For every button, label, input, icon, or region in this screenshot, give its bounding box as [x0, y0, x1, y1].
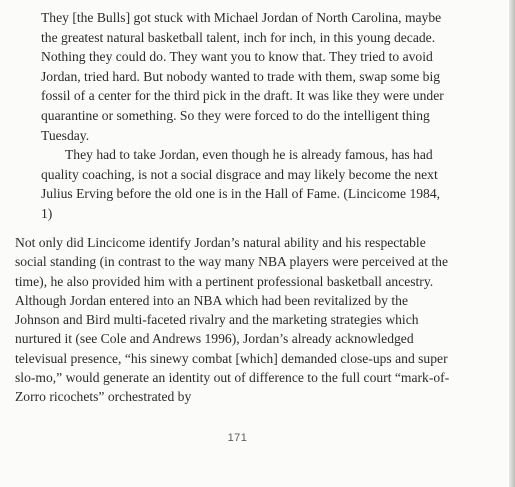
body-paragraph: Not only did Lincicome identify Jordan’s natural ability and his respectable social standing (in contrast to the way many NBA players were perceived at the time), he also provided him with a pertinent professional basketball ancestry. Although Jordan entered into an NBA which had been revitalized by the Johnson and Bird multi-faceted rivalry and the marketing strategies which nurtured it (see Cole and Andrews 1996), Jordan’s already acknowledged televisual presence, “his sinewy combat [which] demanded close-ups and super slo-mo,” would generate an identity out of difference to the full court “mark-of-Zorro ricochets” orchestrated by [15, 235, 450, 405]
block-quote [41, 8, 453, 224]
quote-paragraph: They [the Bulls] got stuck with Michael Jordan of North Carolina, maybe the greatest natural basketball talent, inch for inch, in this young decade. Nothing they could do. They want you to know that. They tried to avoid Jordan, tried hard. But nobody wanted to trade with them, swap some big fossil of a center for the third pick in the draft. It was like they were under quarantine or something. So they were forced to do the intelligent thing Tuesday. [41, 10, 444, 143]
body-text [15, 233, 452, 407]
quote-paragraph: They had to take Jordan, even though he is already famous, has had quality coaching, is not a social disgrace and may likely become the next Julius Erving before the old one is in the Hall of Fame. (Lincicome 1984, 1) [41, 147, 441, 221]
page-edge-shadow [509, 0, 515, 487]
page-number: 171 [227, 432, 248, 444]
